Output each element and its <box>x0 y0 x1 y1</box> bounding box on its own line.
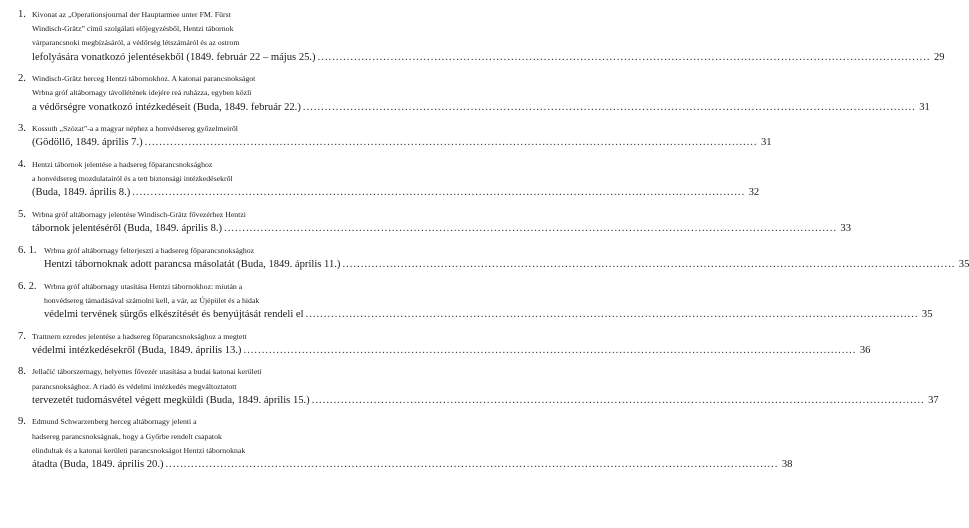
entry-line: Wrbna gróf altábornagy utasítása Hentzi tábornokhoz: miután a <box>44 281 243 291</box>
dot-leader <box>145 136 758 150</box>
page-number: 37 <box>928 394 939 406</box>
toc-entry <box>18 280 933 323</box>
entry-line: Wrbna gróf altábornagy felterjeszti a hadsereg főparancsnoksághoz <box>44 245 255 255</box>
entry-text <box>30 208 851 236</box>
toc-entry <box>18 208 851 236</box>
entry-line: tervezetét tudomásvétel végett megküldi (Buda, 1849. április 15.) <box>32 394 310 406</box>
toc-entry <box>18 122 772 150</box>
page-number: 35 <box>921 309 933 320</box>
entry-text <box>30 158 759 201</box>
page-number: 31 <box>760 137 772 149</box>
toc-entry <box>18 72 930 115</box>
entry-text <box>42 280 933 323</box>
toc-entry <box>18 8 945 65</box>
entry-last-line <box>32 186 759 200</box>
entry-last-line <box>32 136 772 150</box>
entry-line: Edmund Schwarzenberg herceg altábornagy jelenti a <box>32 417 197 427</box>
entry-line: Trattnern ezredes jelentése a hadsereg főparancsnoksághoz a megtett <box>32 331 247 341</box>
entry-line: lefolyására vonatkozó jelentésekből (1849. február 22 – május 25.) <box>32 51 316 63</box>
entry-line: védelmi tervének sürgős elkészítését és benyújtását rendeli el <box>44 309 304 320</box>
entry-text <box>30 8 945 65</box>
entry-line: Wrbna gróf altábornagy távollétének idejére reá ruházza, egyben közli <box>32 88 252 98</box>
entry-number: 6. 1. <box>18 244 37 256</box>
entry-last-line <box>44 258 969 272</box>
entry-last-line <box>32 458 792 472</box>
entry-line: Windisch-Grätz herceg Hentzi tábornokhoz. A katonai parancsnokságot <box>32 74 256 84</box>
entry-text <box>30 415 792 472</box>
entry-line: (Gödöllő, 1849. április 7.) <box>32 137 143 149</box>
entry-number: 8. <box>18 366 26 378</box>
toc-entry <box>18 365 939 408</box>
entry-line: a védőrségre vonatkozó intézkedéseit (Buda, 1849. február 22.) <box>32 101 301 113</box>
entry-line: honvédsereg támadásával számolni kell, a vár, az Újépület és a hidak <box>44 295 260 305</box>
entry-line: a honvédsereg mozdulatairól és a tett biztonsági intézkedésekről <box>32 174 233 184</box>
entry-number: 2. <box>18 73 26 85</box>
entry-number: 9. <box>18 416 26 428</box>
page-number: 31 <box>919 101 930 113</box>
entry-line: átadta (Buda, 1849. április 20.) <box>32 459 164 470</box>
entry-line: Hentzi tábornoknak adott parancsa másolatát (Buda, 1849. április 11.) <box>44 259 341 270</box>
entry-number: 5. <box>18 209 26 220</box>
entry-text <box>30 122 772 150</box>
entry-line: tábornok jelentéséről (Buda, 1849. április 8.) <box>32 223 223 235</box>
entry-line: elindultak és a katonai kerületi parancsnokságot Hentzi tábornoknak <box>32 445 246 455</box>
dot-leader <box>166 458 779 472</box>
entry-line: parancsnoksághoz. A riadó és védelmi intézkedés megváltoztatott <box>32 381 237 391</box>
page-number: 36 <box>859 344 871 356</box>
entry-last-line <box>32 394 939 408</box>
toc-entry <box>18 244 969 272</box>
toc-entry <box>18 330 871 358</box>
entry-line: várparancsnoki megbízásáról, a védőrség létszámáról és az ostrom <box>32 38 240 48</box>
entry-last-line <box>44 308 933 322</box>
entry-line: (Buda, 1849. április 8.) <box>32 187 131 199</box>
entry-text <box>42 244 969 272</box>
entry-number: 7. <box>18 330 26 342</box>
entry-last-line <box>32 344 870 358</box>
page-number: 38 <box>781 459 793 470</box>
entry-line: hadsereg parancsnokságnak, hogy a Győrbe rendelt csapatok <box>32 431 222 441</box>
entry-text <box>30 330 870 358</box>
dot-leader <box>306 308 919 322</box>
page-number: 35 <box>958 259 969 270</box>
dot-leader <box>224 222 837 236</box>
dot-leader <box>243 344 856 358</box>
entry-text <box>30 72 930 115</box>
entry-last-line <box>32 51 945 65</box>
entry-line: Hentzi tábornok jelentése a hadsereg főparancsnoksághoz <box>32 160 213 169</box>
entry-line: Windisch-Grätz” című szolgálati előjegyzésből, Hentzi tábornok <box>32 24 234 34</box>
entry-last-line <box>32 222 851 236</box>
page-number: 29 <box>933 51 945 63</box>
dot-leader <box>303 101 916 115</box>
entry-number: 6. 2. <box>18 280 37 292</box>
dot-leader <box>312 394 925 408</box>
entry-line: Wrbna gróf altábornagy jelentése Windisch-Grätz fővezérhez Hentzi <box>32 210 246 219</box>
entry-line: Kossuth „Szózat”-a a magyar néphez a honvédsereg győzelmeiről <box>32 124 238 134</box>
entry-number: 3. <box>18 123 26 135</box>
entry-number: 4. <box>18 159 26 170</box>
page-number: 32 <box>748 187 760 199</box>
toc-entry <box>18 158 760 201</box>
dot-leader <box>132 186 745 200</box>
dot-leader <box>342 258 955 272</box>
toc-entry <box>18 415 793 472</box>
entry-line: védelmi intézkedésekről (Buda, 1849. április 13.) <box>32 344 242 356</box>
entry-line: Jellačić táborszernagy, helyettes fővezér utasítása a budai katonai kerületi <box>32 367 262 377</box>
table-of-contents <box>18 8 969 480</box>
entry-text <box>30 365 939 408</box>
page-number: 33 <box>840 223 851 235</box>
dot-leader <box>318 51 931 65</box>
entry-number: 1. <box>18 9 26 20</box>
entry-line: Kivonat az „Operationsjournal der Hauptarmee unter FM. Fürst <box>32 10 231 19</box>
entry-last-line <box>32 101 930 115</box>
